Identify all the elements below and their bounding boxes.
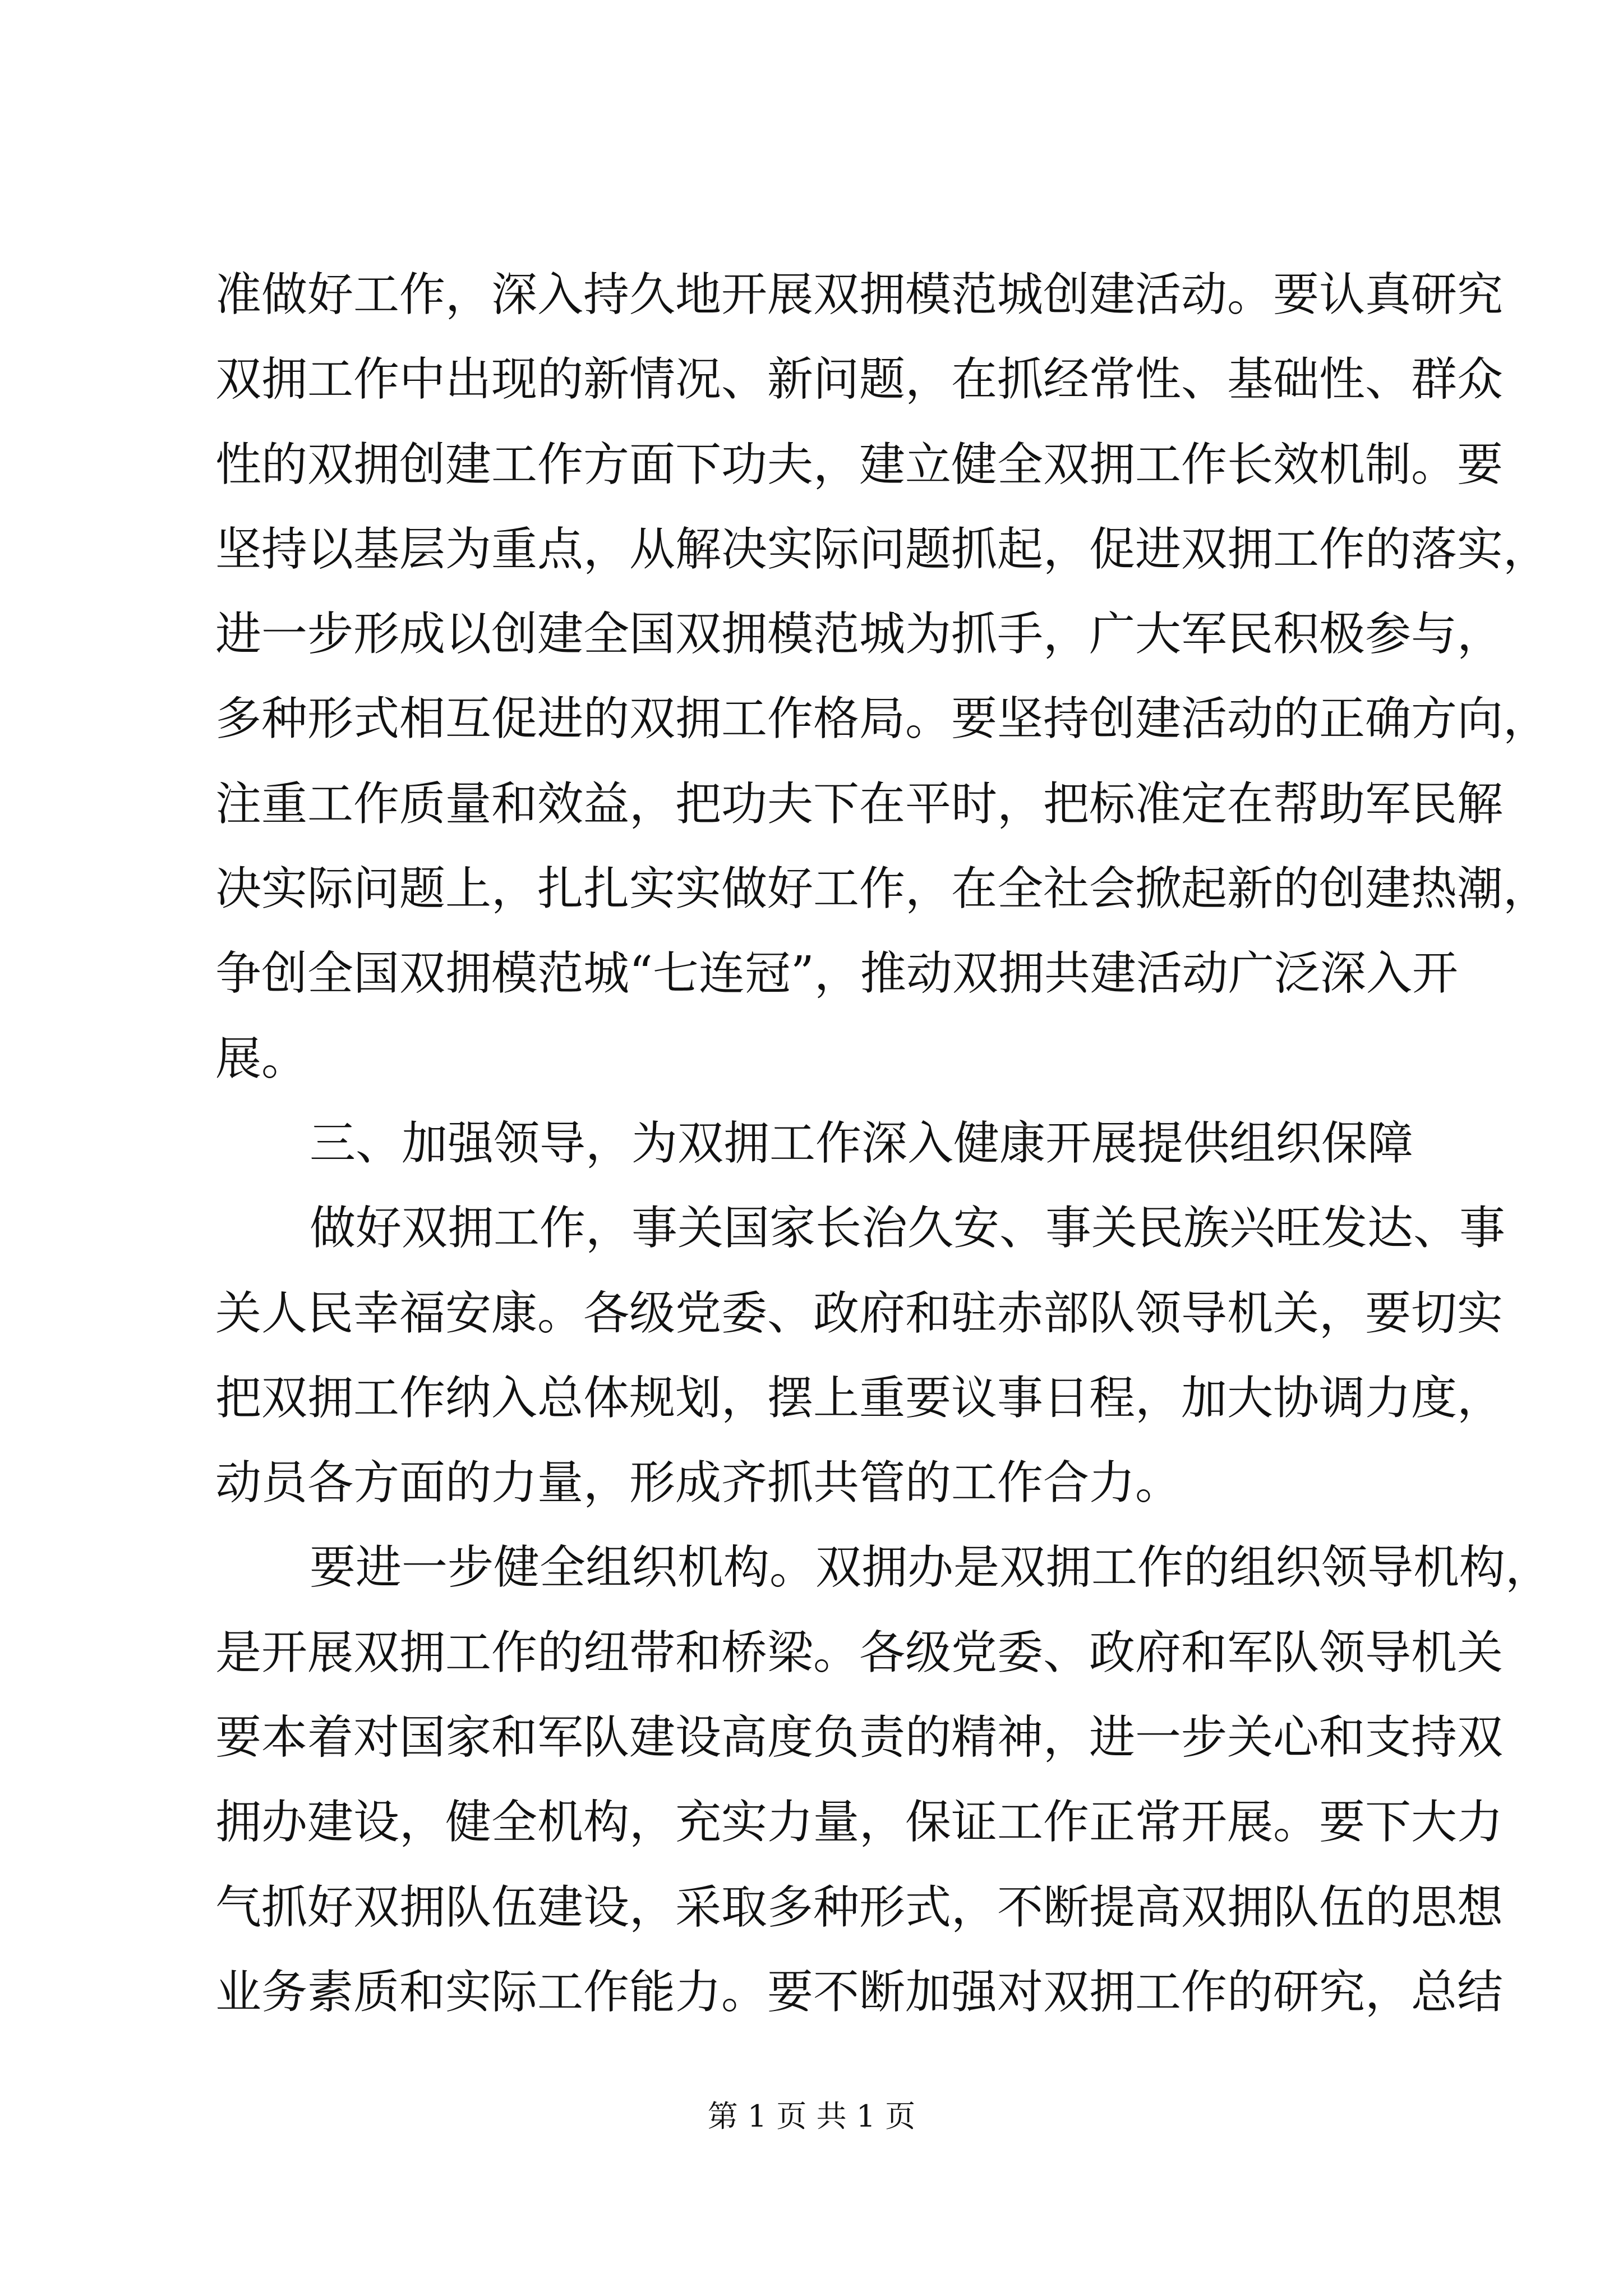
text-line: 决实际问题上，扎扎实实做好工作，在全社会掀起新的创建热潮， <box>215 862 1550 916</box>
text-line: 进一步形成以创建全国双拥模范城为抓手，广大军民积极参与， <box>215 608 1504 661</box>
text-line: 坚持以基层为重点，从解决实际问题抓起，促进双拥工作的落实， <box>215 522 1550 576</box>
text-line: 准做好工作，深入持久地开展双拥模范城创建活动。要认真研究 <box>215 268 1504 321</box>
page-footer: 第 1 页 共 1 页 <box>707 2099 916 2134</box>
text-line: 要本着对国家和军队建设高度负责的精神，进一步关心和支持双 <box>215 1711 1504 1765</box>
text-line: 争创全国双拥模范城“七连冠”，推动双拥共建活动广泛深入开 <box>215 947 1458 1001</box>
text-line: 展。 <box>215 1032 308 1085</box>
text-line: 关人民幸福安康。各级党委、政府和驻赤部队领导机关，要切实 <box>215 1286 1504 1340</box>
text-line: 做好双拥工作，事关国家长治久安、事关民族兴旺发达、事 <box>310 1202 1506 1255</box>
text-line: 双拥工作中出现的新情况、新问题，在抓经常性、基础性、群众 <box>215 353 1504 407</box>
text-line: 是开展双拥工作的纽带和桥梁。各级党委、政府和军队领导机关 <box>215 1626 1504 1680</box>
text-line: 要进一步健全组织机构。双拥办是双拥工作的组织领导机构， <box>310 1541 1552 1595</box>
text-line: 注重工作质量和效益，把功夫下在平时，把标准定在帮助军民解 <box>215 777 1504 831</box>
text-line: 业务素质和实际工作能力。要不断加强对双拥工作的研究，总结 <box>215 1965 1504 2019</box>
text-line: 动员各方面的力量，形成齐抓共管的工作合力。 <box>215 1456 1182 1510</box>
text-line: 多种形式相互促进的双拥工作格局。要坚持创建活动的正确方向， <box>215 692 1550 746</box>
text-line: 性的双拥创建工作方面下功夫，建立健全双拥工作长效机制。要 <box>215 438 1504 491</box>
text-line: 气抓好双拥队伍建设，采取多种形式，不断提高双拥队伍的思想 <box>215 1880 1504 1934</box>
text-line: 拥办建设，健全机构，充实力量，保证工作正常开展。要下大力 <box>215 1796 1504 1849</box>
text-line: 把双拥工作纳入总体规划，摆上重要议事日程，加大协调力度， <box>215 1371 1504 1425</box>
body-text <box>215 252 1552 2035</box>
section-heading: 三、加强领导，为双拥工作深入健康开展提供组织保障 <box>310 1116 1414 1170</box>
